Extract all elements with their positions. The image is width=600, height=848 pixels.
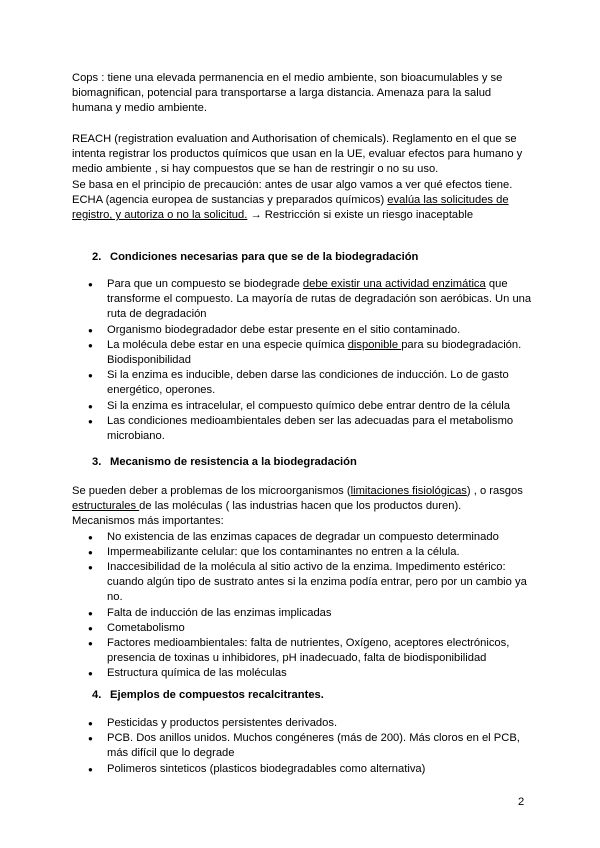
section-3-heading: 3. Mecanismo de resistencia a la biodegradación [92,456,357,468]
list-item: ● Si la enzima es intracelular, el compuesto químico debe entrar dentro de la célula [72,399,532,414]
list-item: ● PCB. Dos anillos unidos. Muchos congéneres (más de 200). Más cloros en el PCB, más difícil que lo degrade [72,731,532,761]
list-item: ● Pesticidas y productos persistentes derivados. [72,716,532,731]
section-4-list [72,716,532,777]
mechanisms-intro: Mecanismos más importantes: [72,515,224,528]
section-4-heading: 4. Ejemplos de compuestos recalcitrantes. [92,689,324,701]
list-item: ● Si la enzima es inducible, deben darse las condiciones de inducción. Lo de gasto energético, operones. [72,368,532,398]
list-item: ● Polimeros sinteticos (plasticos biodegradables como alternativa) [72,762,532,777]
echa-text: ECHA (agencia europea de sustancias y preparados químicos) evalúa las solicitudes de registro, y autoriza o no la solicitud. → Restricción si existe un riesgo inaceptable [72,193,509,222]
precaution-text: Se basa en el principio de precaución: antes de usar algo vamos a ver qué efectos tiene. [72,178,513,191]
section-3-paragraph: Se pueden deber a problemas de los microorganismos (limitaciones fisiológicas) , o rasgos estructurales de las moléculas ( las industrias hacen que los productos duren). [72,485,523,513]
page-number: 2 [518,796,525,808]
list-item: ● Para que un compuesto se biodegrade debe existir una actividad enzimática que transforme el compuesto. La mayoría de rutas de degradación son aeróbicas. Un una ruta de degradación [72,277,532,323]
section-2-list [72,277,532,444]
list-item: ● Factores medioambientales: falta de nutrientes, Oxígeno, aceptores electrónicos, presencia de toxinas u inhibidores, pH inadecuado, falta de biodisponibilidad [72,636,532,666]
reach-paragraph [72,132,532,223]
list-item: ● Organismo biodegradador debe estar presente en el sitio contaminado. [72,323,532,338]
cops-paragraph: Cops : tiene una elevada permanencia en el medio ambiente, son bioacumulables y se biomagnifican, potencial para transportarse a larga distancia. Amenaza para la salud humana y medio ambiente. [72,72,503,115]
section-3-body [72,484,532,682]
list-item: ● La molécula debe estar en una especie química disponible para su biodegradación. Biodisponibilidad [72,338,532,368]
reach-text: REACH (registration evaluation and Authorisation of chemicals). Reglamento en el que se intenta registrar los productos químicos que usan en la UE, evaluar efectos para humano y medio ambiente , si hay compuestos que se han de restringir o no su uso. [72,133,523,176]
list-item: ● Las condiciones medioambientales deben ser las adecuadas para el metabolismo microbiano. [72,414,532,444]
list-item: ● Estructura química de las moléculas [72,666,532,681]
section-2-heading: 2. Condiciones necesarias para que se de la biodegradación [92,251,419,263]
list-item: ● Inaccesibilidad de la molécula al sitio activo de la enzima. Impedimento estérico: cuando algún tipo de sustrato antes si la enzima podía entrar, pero por un cambio ya no. [72,560,532,606]
list-item: ● No existencia de las enzimas capaces de degradar un compuesto determinado [72,530,532,545]
list-item: ● Cometabolismo [72,621,532,636]
list-item: ● Falta de inducción de las enzimas implicadas [72,606,532,621]
list-item: ● Impermeabilizante celular: que los contaminantes no entren a la célula. [72,545,532,560]
